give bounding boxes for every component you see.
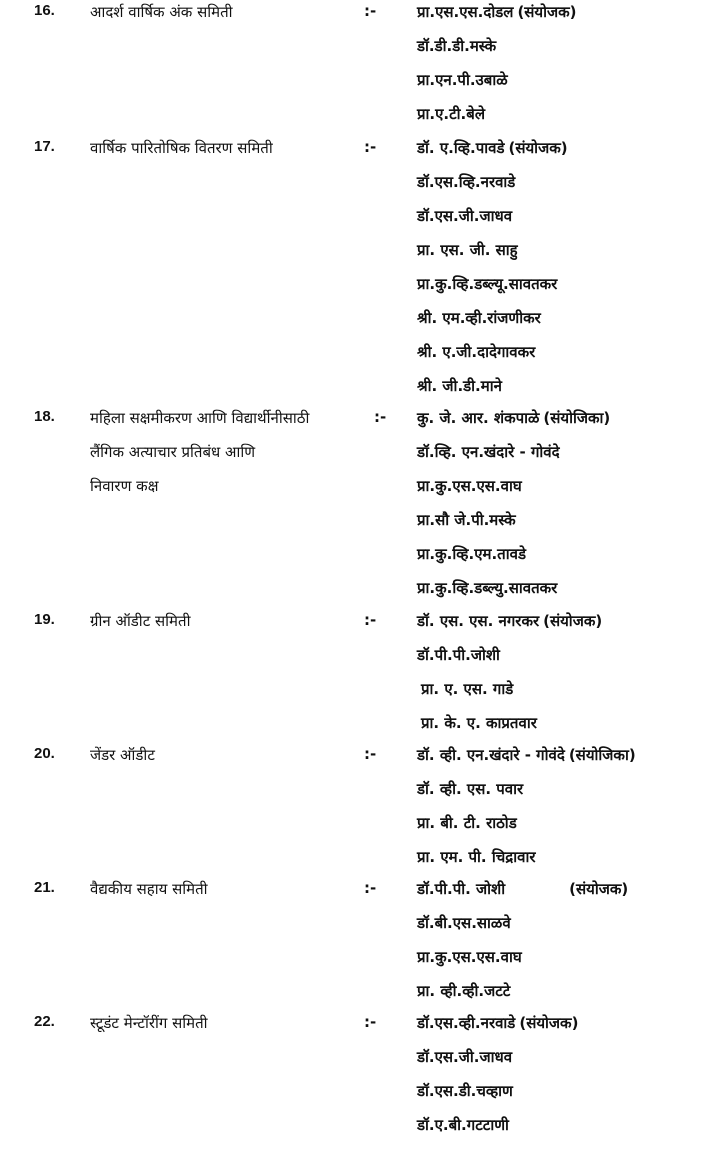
member (417, 308, 568, 342)
member (417, 544, 610, 578)
member (417, 376, 568, 410)
separator: :- (364, 745, 377, 763)
separator: :- (364, 138, 377, 156)
member-name: डॉ. ए.व्हि.पावडे (417, 139, 505, 157)
committee-name-line: वैद्यकीय सहाय समिती (90, 880, 208, 898)
committee-number: 16. (34, 2, 55, 19)
member (417, 1115, 578, 1149)
member-name: डॉ.एस.जी.जाधव (417, 207, 513, 225)
committee-name (90, 138, 273, 172)
member-name: प्रा.सौ जे.पी.मस्के (417, 511, 516, 529)
member-role: (संयोजक) (508, 139, 568, 157)
member-name: प्रा. के. ए. काप्रतवार (421, 714, 537, 732)
member (417, 611, 602, 645)
member-list (417, 408, 610, 612)
member (417, 981, 628, 1015)
member (417, 1013, 578, 1047)
member (417, 913, 628, 947)
committee-name-line: निवारण कक्ष (90, 477, 159, 495)
member (417, 679, 602, 713)
member (417, 713, 602, 747)
member-role: (संयोजक) (517, 3, 577, 21)
committee-number: 17. (34, 138, 55, 155)
member (417, 1047, 578, 1081)
member-role: (संयोजक) (519, 1014, 579, 1032)
member-name: डॉ.पी.पी.जोशी (417, 646, 500, 664)
member (417, 36, 577, 70)
member-name: प्रा.कु.व्हि.डब्ल्यू.सावतकर (417, 275, 558, 293)
member-name: प्रा.एन.पी.उबाळे (417, 71, 508, 89)
committee-name-line: लैंगिक अत्याचार प्रतिबंध आणि (90, 443, 256, 461)
separator: :- (364, 2, 377, 20)
separator: :- (364, 611, 377, 629)
member-list (417, 745, 636, 881)
member (417, 206, 568, 240)
committee-name-line: जेंडर ऑडीट (90, 746, 155, 764)
member-name: डॉ.एस.जी.जाधव (417, 1048, 513, 1066)
member-role: (संयोजिका) (568, 746, 636, 764)
member-name: श्री. जी.डी.माने (417, 377, 502, 395)
member (417, 70, 577, 104)
committee-name (90, 745, 155, 779)
committee-name (90, 2, 233, 36)
committee-name-line: स्टूडंट मेन्टॉरींग समिती (90, 1014, 208, 1032)
member (417, 510, 610, 544)
member (417, 274, 568, 308)
committee-number: 18. (34, 408, 55, 425)
member-name: प्रा.कु.एस.एस.वाघ (417, 948, 522, 966)
member-role: (संयोजक) (569, 880, 629, 898)
member-name: डॉ.पी.पी. जोशी (417, 880, 506, 898)
member-name: डॉ.एस.व्ही.नरवाडे (417, 1014, 516, 1032)
member-role: (संयोजक) (543, 612, 603, 630)
member-name: श्री. ए.जी.दादेगावकर (417, 343, 536, 361)
member-name: डॉ.एस.डी.चव्हाण (417, 1082, 513, 1100)
committee-name (90, 1013, 208, 1047)
member (417, 645, 602, 679)
committee-name (90, 879, 208, 913)
member-name: डॉ.बी.एस.साळवे (417, 914, 511, 932)
member-name: प्रा. बी. टी. राठोड (417, 814, 517, 832)
member-name: डॉ. व्ही. एस. पवार (417, 780, 524, 798)
member (417, 947, 628, 981)
member-list (417, 2, 577, 138)
member-name: डॉ. एस. एस. नगरकर (417, 612, 540, 630)
member (417, 745, 636, 779)
member-name: प्रा.कु.व्हि.एम.तावडे (417, 545, 526, 563)
member (417, 813, 636, 847)
member (417, 442, 610, 476)
member-list (417, 879, 628, 1015)
member-name: डॉ.डी.डी.मस्के (417, 37, 497, 55)
member-list (417, 138, 568, 410)
member-name: प्रा.एस.एस.दोडल (417, 3, 514, 21)
committee-name-line: महिला सक्षमीकरण आणि विद्यार्थीनीसाठी (90, 409, 310, 427)
member-name: प्रा. व्ही.व्ही.जटटे (417, 982, 511, 1000)
member-name: प्रा.कु.व्हि.डब्ल्यु.सावतकर (417, 579, 558, 597)
member-role: (संयोजिका) (543, 409, 611, 427)
committee-name-line: ग्रीन ऑडीट समिती (90, 612, 191, 630)
committee-number: 21. (34, 879, 55, 896)
member (417, 476, 610, 510)
committee-name-line: आदर्श वार्षिक अंक समिती (90, 3, 233, 21)
member (417, 879, 628, 913)
member-name: कु. जे. आर. शंकपाळे (417, 409, 540, 427)
member-name: प्रा. एम. पी. चिद्रावार (417, 848, 536, 866)
member (417, 172, 568, 206)
separator: :- (364, 879, 377, 897)
member (417, 104, 577, 138)
member (417, 847, 636, 881)
member-name: डॉ.एस.व्हि.नरवाडे (417, 173, 516, 191)
member-name: प्रा.ए.टी.बेले (417, 105, 485, 123)
member (417, 1081, 578, 1115)
member (417, 2, 577, 36)
member-name: प्रा. एस. जी. साहु (417, 241, 518, 259)
committee-number: 22. (34, 1013, 55, 1030)
member-name: डॉ. व्ही. एन.खंदारे - गोवंदे (417, 746, 565, 764)
member (417, 779, 636, 813)
separator: :- (374, 408, 387, 426)
member-name: डॉ.ए.बी.गटटाणी (417, 1116, 509, 1134)
committee-number: 20. (34, 745, 55, 762)
committee-name (90, 408, 309, 510)
separator: :- (364, 1013, 377, 1031)
member (417, 342, 568, 376)
committee-name-line: वार्षिक पारितोषिक वितरण समिती (90, 139, 273, 157)
member (417, 138, 568, 172)
member-name: प्रा.कु.एस.एस.वाघ (417, 477, 522, 495)
member-list (417, 1013, 578, 1149)
member (417, 578, 610, 612)
member-name: श्री. एम.व्ही.रांजणीकर (417, 309, 541, 327)
member-name: डॉ.व्हि. एन.खंदारे - गोवंदे (417, 443, 560, 461)
member (417, 240, 568, 274)
committee-name (90, 611, 190, 645)
committee-number: 19. (34, 611, 55, 628)
member (417, 408, 610, 442)
member-name: प्रा. ए. एस. गाडे (421, 680, 514, 698)
member-list (417, 611, 602, 747)
